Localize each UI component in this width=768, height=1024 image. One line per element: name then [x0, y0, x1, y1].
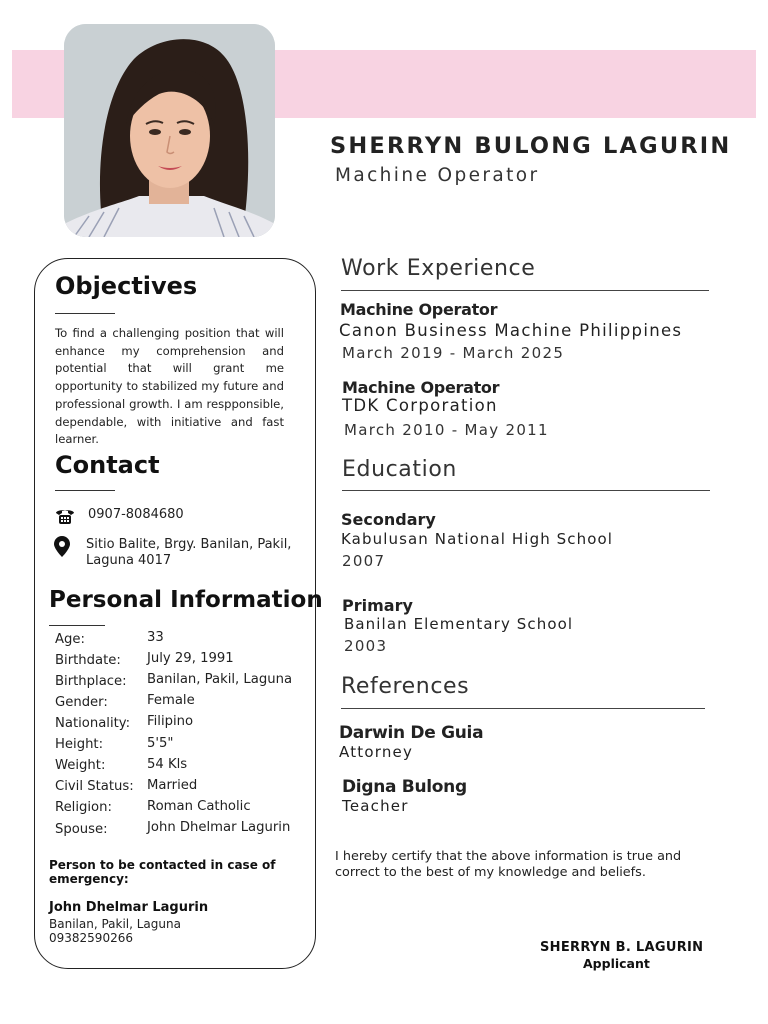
job-dates: March 2010 - May 2011	[344, 421, 549, 439]
contact-heading: Contact	[55, 451, 160, 479]
info-label: Height:	[55, 737, 104, 752]
info-label: Nationality:	[55, 716, 131, 731]
info-value: Banilan, Pakil, Laguna	[147, 672, 293, 687]
contact-phone: 0907-8084680	[88, 507, 184, 522]
emergency-heading: Person to be contacted in case of emergency:	[49, 858, 276, 886]
info-label: Weight:	[55, 758, 106, 773]
references-heading: References	[341, 674, 470, 699]
education-heading: Education	[342, 457, 457, 482]
signature-role: Applicant	[583, 956, 650, 971]
reference-role: Teacher	[342, 797, 409, 815]
objectives-heading: Objectives	[55, 272, 198, 300]
references-divider	[341, 708, 705, 709]
info-value: John Dhelmar Lagurin	[147, 820, 291, 835]
education-level: Secondary	[341, 510, 436, 529]
objectives-text: To find a challenging position that will enhance my comprehension and potential that will grant me opportunity to stabilized my future and professional growth. I am respponsible, dependable, with initiative and fast learner.	[55, 326, 284, 447]
job-dates: March 2019 - March 2025	[342, 344, 565, 362]
personal-info-heading: Personal Information	[49, 587, 323, 613]
applicant-title: Machine Operator	[335, 165, 540, 186]
info-value: 33	[147, 630, 164, 645]
work-experience-divider	[341, 290, 709, 291]
info-value: 54 Kls	[147, 757, 188, 772]
education-divider	[342, 490, 710, 491]
emergency-phone: 09382590266	[49, 931, 133, 945]
reference-name: Digna Bulong	[342, 777, 467, 797]
location-pin-icon	[54, 536, 70, 558]
info-value: Married	[147, 778, 198, 793]
reference-name: Darwin De Guia	[339, 723, 484, 743]
education-school: Kabulusan National High School	[341, 530, 614, 548]
info-label: Birthplace:	[55, 674, 127, 689]
contact-address: Sitio Balite, Brgy. Banilan, Pakil, Laguna 4017	[86, 537, 292, 568]
contact-divider	[55, 490, 115, 491]
reference-role: Attorney	[339, 743, 414, 761]
info-label: Religion:	[55, 800, 112, 815]
info-label: Spouse:	[55, 822, 108, 837]
info-value: Female	[147, 693, 195, 708]
info-value: July 29, 1991	[147, 651, 234, 666]
personal-info-divider	[49, 625, 105, 626]
info-value: Roman Catholic	[147, 799, 251, 814]
work-experience-heading: Work Experience	[341, 256, 536, 281]
certification-text: I hereby certify that the above information is true and correct to the best of my knowledge and beliefs.	[335, 849, 682, 880]
job-company: Canon Business Machine Philippines	[339, 321, 683, 340]
education-level: Primary	[342, 596, 413, 615]
info-label: Civil Status:	[55, 779, 134, 794]
emergency-address: Banilan, Pakil, Laguna	[49, 917, 181, 931]
job-title: Machine Operator	[340, 300, 498, 319]
profile-photo	[64, 24, 275, 237]
objectives-divider	[55, 313, 115, 314]
education-year: 2003	[344, 637, 388, 655]
info-value: 5'5"	[147, 736, 174, 751]
info-label: Gender:	[55, 695, 108, 710]
education-school: Banilan Elementary School	[344, 615, 574, 633]
applicant-name: SHERRYN BULONG LAGURIN	[330, 133, 732, 159]
job-company: TDK Corporation	[342, 396, 498, 415]
education-year: 2007	[342, 552, 386, 570]
signature-name: SHERRYN B. LAGURIN	[540, 940, 704, 955]
job-title: Machine Operator	[342, 378, 500, 397]
phone-icon	[54, 507, 76, 525]
info-label: Birthdate:	[55, 653, 121, 668]
emergency-name: John Dhelmar Lagurin	[49, 900, 209, 915]
info-value: Filipino	[147, 714, 194, 729]
info-label: Age:	[55, 632, 85, 647]
